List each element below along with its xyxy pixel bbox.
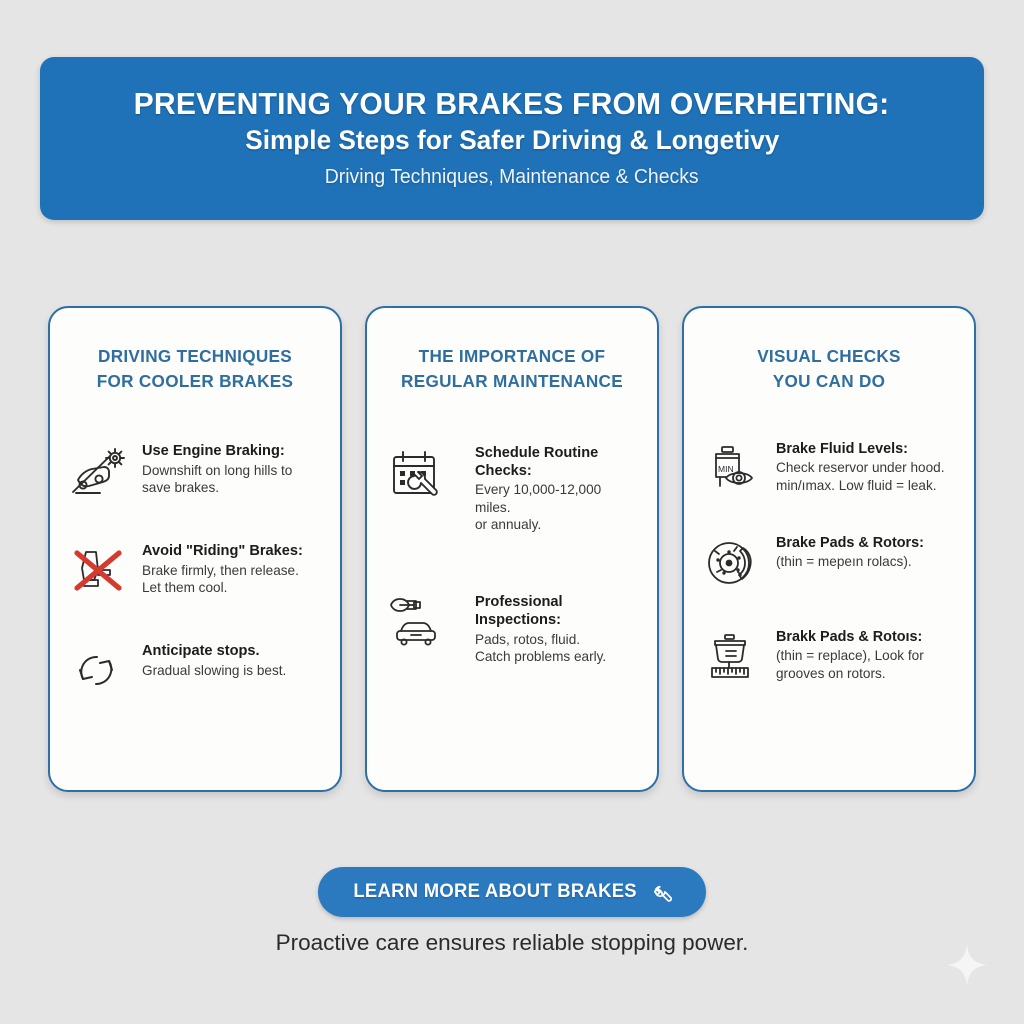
list-item <box>702 533 956 593</box>
mechanic-car-inspection-icon <box>385 592 447 652</box>
page-title: PREVENTING YOUR BRAKES FROM OVERHEITING: <box>134 85 890 121</box>
car-on-hill-gear-icon <box>68 441 130 501</box>
page-subtitle: Simple Steps for Safer Driving & Longetivy <box>244 125 780 156</box>
list-item-body <box>142 562 322 597</box>
list-item-body <box>776 459 956 494</box>
calendar-wrench-icon <box>385 443 447 503</box>
list-item <box>385 592 639 666</box>
list-item-body-line-2: Catch problems early. <box>475 649 607 665</box>
list-item-text <box>776 533 956 571</box>
circular-arrows-icon <box>68 641 130 701</box>
list-item-heading: Brake Pads & Rotors: <box>776 534 924 551</box>
card-title-line-2: FOR COOLER BRAKES <box>96 371 294 392</box>
list-item-body-line-1: Gradual slowing is best. <box>142 662 287 678</box>
footer-tagline: Proactive care ensures reliable stopping power. <box>275 930 749 955</box>
list-item-text <box>142 541 322 597</box>
list-item-body-line-1: Every 10,000-12,000 miles. <box>475 482 602 515</box>
list-item-body <box>776 647 956 682</box>
list-item-text <box>776 627 956 683</box>
brake-rotor-icon <box>702 533 764 593</box>
list-item-heading: Brakk Pads & Rotoıs: <box>776 628 923 645</box>
list-item-body <box>776 553 956 571</box>
list-item-text <box>142 441 322 497</box>
list-item-heading: Avoid "Riding" Brakes: <box>142 542 303 559</box>
list-item <box>68 641 322 701</box>
list-item-body-line-1: Check reservor under hood. <box>776 460 945 476</box>
list-item-heading: Schedule Routine Checks: <box>475 444 599 479</box>
list-item-body-line-2: save brakes. <box>142 480 220 496</box>
list-item-body-line-2: or annualy. <box>475 517 542 533</box>
list-item <box>702 627 956 687</box>
list-item <box>702 439 956 499</box>
list-item-text <box>776 439 956 495</box>
cards-row <box>48 306 976 794</box>
card-visual-checks <box>682 306 976 792</box>
list-item-body-line-2: grooves on rotors. <box>776 665 886 681</box>
card-title-line-2: YOU CAN DO <box>772 371 886 392</box>
card-title-line-2: REGULAR MAINTENANCE <box>401 371 623 392</box>
list-item-body-line-1: Brake firmly, then release. <box>142 562 299 578</box>
list-item-body-line-1: (thin = mepеın rolacs). <box>776 554 912 570</box>
list-item-text <box>142 641 322 679</box>
header-banner <box>40 57 984 220</box>
card-regular-maintenance <box>365 306 659 792</box>
list-item-body <box>142 462 322 497</box>
list-item-body <box>475 631 639 666</box>
list-item-text <box>459 592 639 666</box>
list-item-body-line-1: (thin = replace), Look for <box>776 648 924 664</box>
brake-pedal-crossed-out-icon <box>68 541 130 601</box>
list-item <box>68 541 322 601</box>
list-item-heading: Brake Fluid Levels: <box>776 440 908 457</box>
fluid-reservoir-eye-icon <box>702 439 764 499</box>
learn-more-about-brakes-button[interactable] <box>318 867 706 917</box>
list-item-heading: Professional Inspections: <box>475 593 563 628</box>
page-tagline: Driving Techniques, Maintenance & Checks <box>325 166 699 189</box>
list-item-body-line-2: min/ımax. Low fluid = leak. <box>776 477 937 493</box>
card-title <box>71 344 320 395</box>
card-title-line-1: THE IMPORTANCE OF <box>418 346 606 366</box>
list-item-body-line-1: Pads, rotos, fluid. <box>475 631 581 647</box>
list-item <box>385 443 639 534</box>
cta-label: LEARN MORE ABOUT BRAKES <box>353 881 638 902</box>
card-title <box>388 344 637 395</box>
list-item <box>68 441 322 501</box>
list-item-heading: Anticipate stops. <box>142 642 260 659</box>
list-item-body-line-1: Downshift on long hills to <box>142 462 293 478</box>
svg-text:MIN: MIN <box>718 463 734 474</box>
list-item-heading: Use Engine Braking: <box>142 442 285 459</box>
list-item-body <box>475 481 639 534</box>
list-item-body-line-2: Let them cool. <box>142 580 228 596</box>
card-title-line-1: DRIVING TECHNIQUES <box>98 346 292 366</box>
list-item-body <box>142 662 322 680</box>
card-item-list <box>385 443 639 666</box>
card-item-list <box>702 439 956 687</box>
brake-pad-ruler-icon <box>702 627 764 687</box>
card-title-line-1: VISUAL CHECKS <box>757 346 901 366</box>
list-item-text <box>459 443 639 534</box>
wrench-icon <box>651 880 675 904</box>
card-driving-techniques <box>48 306 342 792</box>
card-item-list <box>68 441 322 701</box>
card-title <box>705 344 954 395</box>
